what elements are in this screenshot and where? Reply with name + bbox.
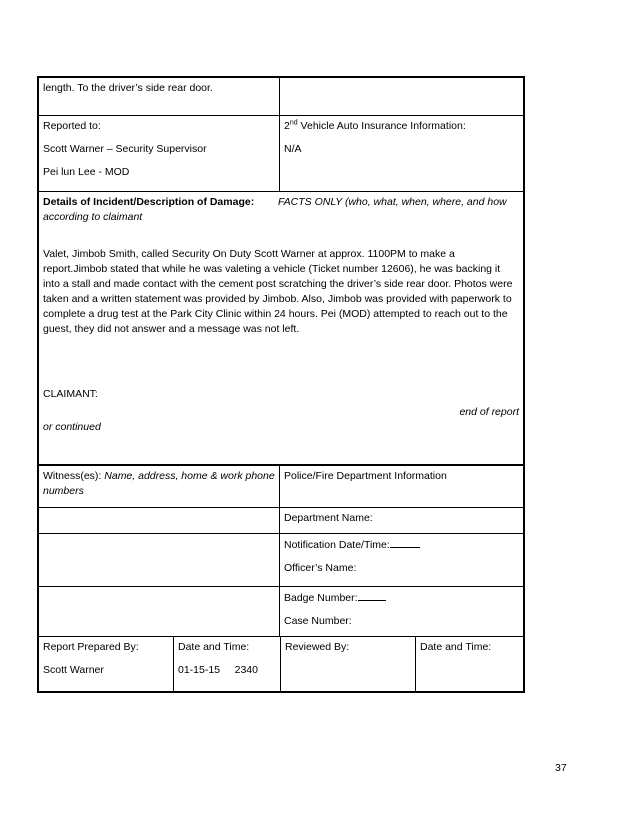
- reported-to-supervisor: Scott Warner – Security Supervisor: [43, 143, 207, 155]
- details-title: Details of Incident/Description of Damage:: [43, 196, 255, 208]
- incident-description: Valet, Jimbob Smith, called Security On Duty Scott Warner at approx. 1100PM to make a report.Jimbob stated that while he was valeting a vehicle (Ticket number 12606), he was backing it into a stall and made contact with the cement post scratching the driver’s side rear door. Photos were taken and a written statement was provided by Jimbob. Also, Jimbob was provided with paperwork to complete a drug test at the Park City Clinic within 24 hours. Pei (MOD) attempted to reach out to the guest, they did not answer and a message was not left.: [43, 248, 513, 335]
- details-cell: [39, 192, 523, 464]
- badge-row: [37, 587, 525, 637]
- badge-number: Badge Number:: [284, 590, 519, 606]
- dept-row: [37, 508, 525, 534]
- details-row: [37, 192, 525, 465]
- or-continued: or continued: [43, 421, 101, 433]
- prepared-by-value: Scott Warner: [43, 664, 104, 676]
- signature-row: [37, 637, 525, 693]
- prepared-by-cell: [39, 637, 173, 691]
- details-header: [43, 195, 519, 210]
- prepared-date-value: 01-15-15 2340: [178, 664, 258, 676]
- damage-location-cell: length. To the driver’s side rear door.: [43, 82, 213, 94]
- reported-to-mod: Pei lun Lee - MOD: [43, 166, 130, 178]
- details-hint-2: according to claimant: [43, 211, 143, 223]
- witness-cell: [39, 466, 279, 507]
- notification-cell: [279, 534, 523, 586]
- witness-blank-3: [39, 587, 279, 636]
- page-number: 37: [555, 762, 567, 774]
- damage-location-row: [37, 76, 525, 116]
- prepared-date-cell: [173, 637, 280, 691]
- badge-cell: [279, 587, 523, 636]
- reported-row: [37, 116, 525, 192]
- police-info-label: Police/Fire Department Information: [279, 466, 523, 507]
- witness-blank-2: [39, 534, 279, 586]
- case-number: Case Number:: [284, 615, 352, 627]
- insurance-cell: [279, 116, 523, 191]
- reported-to-cell: [39, 116, 279, 191]
- witness-hint: Name, address, home & work phone numbers: [43, 470, 275, 497]
- reviewed-date-cell: [415, 637, 523, 691]
- claimant-label: CLAIMANT:: [43, 388, 98, 400]
- details-hint: FACTS ONLY (who, what, when, where, and how: [278, 196, 507, 208]
- reviewed-date-label: Date and Time:: [420, 641, 492, 653]
- reported-to-label: Reported to:: [43, 120, 101, 132]
- prepared-date-label: Date and Time:: [178, 641, 250, 653]
- prepared-by-label: Report Prepared By:: [43, 641, 139, 653]
- notification-date-time: Notification Date/Time:: [284, 537, 519, 553]
- reviewed-by-cell: [280, 637, 415, 691]
- notification-row: [37, 534, 525, 587]
- witness-blank-1: [39, 508, 279, 533]
- reviewed-by-label: Reviewed By:: [285, 641, 350, 653]
- empty-cell: [279, 78, 523, 115]
- officer-name: Officer’s Name:: [284, 562, 357, 574]
- department-name: Department Name:: [279, 508, 523, 533]
- witness-label: Witness(es):: [43, 470, 102, 482]
- incident-report-form: [37, 76, 525, 693]
- insurance-value: N/A: [284, 143, 302, 155]
- witness-row: [37, 465, 525, 508]
- end-of-report: end of report: [459, 406, 519, 418]
- insurance-label: 2nd Vehicle Auto Insurance Information:: [284, 119, 466, 132]
